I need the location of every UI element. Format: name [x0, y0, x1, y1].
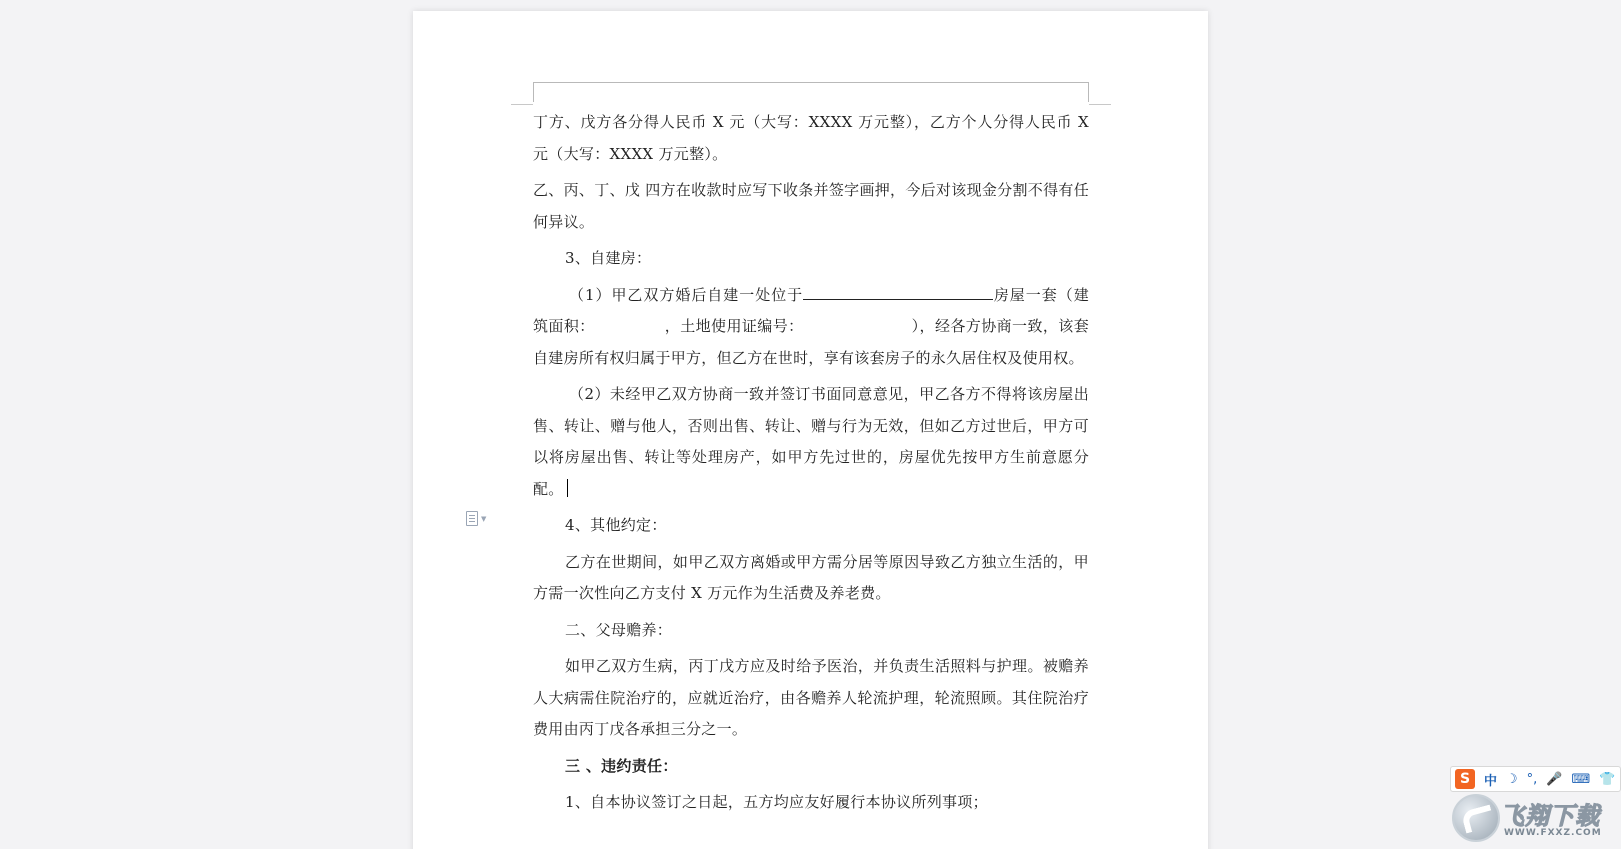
- paragraph-liability-1[interactable]: 1、自本协议签订之日起，五方均应友好履行本协议所列事项；: [565, 793, 988, 811]
- chevron-down-icon: ▼: [481, 514, 487, 523]
- section-heading-liability[interactable]: 三 、违约责任：: [565, 756, 678, 775]
- margin-guide-left: [511, 104, 533, 105]
- land-certificate-label: ，土地使用证编号：: [664, 317, 804, 335]
- keyboard-icon[interactable]: ⌨: [1571, 771, 1591, 787]
- section-heading-parent-support[interactable]: 二、父母赡养：: [565, 620, 673, 639]
- document-body[interactable]: [533, 107, 1089, 824]
- house-location-blank[interactable]: [803, 285, 993, 300]
- margin-corner-left: [533, 82, 534, 102]
- section-heading-self-built-house[interactable]: 3、自建房：: [565, 249, 652, 267]
- ime-toolbar[interactable]: [1450, 766, 1621, 792]
- paragraph-medical-care[interactable]: 如甲乙双方生病，丙丁戊方应及时给予医治，并负责生活照料与护理。被赡养人大病需住院治疗的，应就近治疗，由各赡养人轮流护理，轮流照顾。其住院治疗费用由丙丁戊各承担三分之一。: [533, 657, 1089, 738]
- text-cursor: [567, 479, 569, 497]
- punctuation-icon[interactable]: °,: [1526, 771, 1538, 787]
- house-location-prefix: （1）甲乙双方婚后自建一处位于: [569, 285, 804, 304]
- watermark-logo-icon: [1452, 794, 1500, 842]
- section-heading-other-agreements[interactable]: 4、其他约定：: [565, 516, 667, 534]
- margin-corner-right: [1088, 82, 1089, 102]
- document-page[interactable]: [413, 11, 1208, 849]
- watermark-title: 飞翔下载: [1500, 802, 1600, 830]
- house-ownership-text: ），经各方协商一致，该套自建房所有权归属于甲方，但乙方在世时，享有该套房子的永久居住权及使用权。: [533, 317, 1090, 367]
- paragraph-house-ownership[interactable]: [533, 280, 1089, 375]
- margin-guide-right: [1089, 104, 1111, 105]
- header-margin-line: [533, 82, 1089, 83]
- house-transfer-text: （2）未经甲乙双方协商一致并签订书面同意意见，甲乙各方不得将该房屋出售、转让、赠与他人，否则出售、转让、赠与行为无效，但如乙方过世后，甲方可以将房屋出售、转让等处理房产，如甲方先过世的，房屋优先按甲方生前意愿分配。: [533, 385, 1089, 498]
- house-area-label: 房屋一套（建筑面积：: [533, 285, 1089, 335]
- watermark-url: WWW.FXXZ.COM: [1504, 828, 1602, 838]
- paragraph-share-amounts[interactable]: 丁方、戊方各分得人民币 X 元（大写：XXXX 万元整），乙方个人分得人民币 X 元（大写：XXXX 万元整）。: [533, 113, 1089, 163]
- document-icon: [466, 511, 478, 526]
- paragraph-receipt-clause[interactable]: 乙、丙、丁、戊 四方在收款时应写下收条并签字画押，今后对该现金分割不得有任何异议。: [533, 181, 1089, 231]
- microphone-icon[interactable]: 🎤: [1546, 771, 1563, 787]
- paragraph-house-transfer[interactable]: [533, 379, 1089, 505]
- moon-icon[interactable]: ☽: [1506, 771, 1518, 787]
- paragraph-living-expenses[interactable]: 乙方在世期间，如甲乙双方离婚或甲方需分居等原因导致乙方独立生活的，甲方需一次性向乙方支付 X 万元作为生活费及养老费。: [533, 552, 1089, 602]
- sogou-logo-icon[interactable]: S: [1455, 769, 1475, 789]
- ime-mode-toggle[interactable]: 中: [1484, 773, 1498, 789]
- paragraph-layout-icon[interactable]: [466, 511, 494, 527]
- site-watermark: [1452, 790, 1621, 849]
- skin-icon[interactable]: 👕: [1599, 771, 1616, 787]
